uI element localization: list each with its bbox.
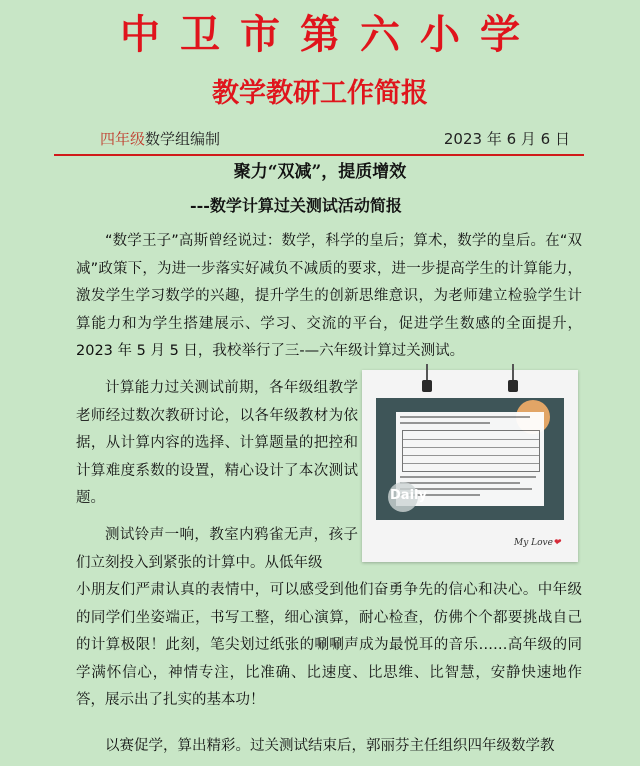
byline-rest: 数学组编制 [145,130,221,148]
bulletin-title: 教学教研工作简报 [212,78,428,109]
paragraph-intro: “数学王子”高斯曾经说过：数学，科学的皇后；算术，数学的皇后。在“双减”政策下，为进一步落实好减负不减质的要求，进一步提高学生的计算能力，激发学生学习数学的兴趣，提升学生的创新思维意识，为老师建立检验学生计算能力和为学生搭建展示、学习、交流的平台，促进学生数感的全面提升，2023 年 5 月 5 日，我校举行了三-—六年级计算过关测试。 [76,233,582,359]
article-subhead: ---数学计算过关测试活动简报 [190,196,402,215]
paragraph-test-start: 测试铃声一响，教室内鸦雀无声，孩子们立刻投入到紧张的计算中。从低年级 [76,527,358,571]
article-headline: 聚力“双减”，提质增效 [233,162,407,182]
issue-date: 2023 年 6 月 6 日 [443,130,570,148]
photo-caption-text: My Love [514,538,553,548]
photo-overlay-text: Daily [390,488,427,503]
byline-grade: 四年级 [100,130,146,148]
paragraph-test-scene: 小朋友们严肃认真的表情中，可以感受到他们奋勇争先的信心和决心。中年级的同学们坐姿端正，书写工整，细心演算，耐心检查，仿佛个个都要挑战自己的计算极限！此刻，笔尖划过纸张的唰唰声成为最悦耳的音乐……高年级的同学满怀信心，神情专注，比准确、比速度、比思维、比智慧，安静快速地作答，展示出了扎实的基本功！ [76,582,582,708]
byline [100,128,220,149]
paragraph-summary: 以赛促学，算出精彩。过关测试结束后，郭丽芬主任组织四年级数学教 [105,738,555,754]
activity-photo [362,370,578,562]
binder-clip-icon [422,364,432,394]
heart-icon: ❤ [552,538,561,548]
school-name: 中卫市第六小学 [120,11,540,58]
binder-clip-icon [508,364,518,394]
photo-caption [514,538,561,548]
paragraph-preparation: 计算能力过关测试前期，各年级组教学老师经过数次教研讨论，以各年级教材为依据，从计算内容的选择、计算题量的把控和计算难度系数的设置，精心设计了本次测试题。 [76,380,358,506]
header-divider [54,154,584,156]
